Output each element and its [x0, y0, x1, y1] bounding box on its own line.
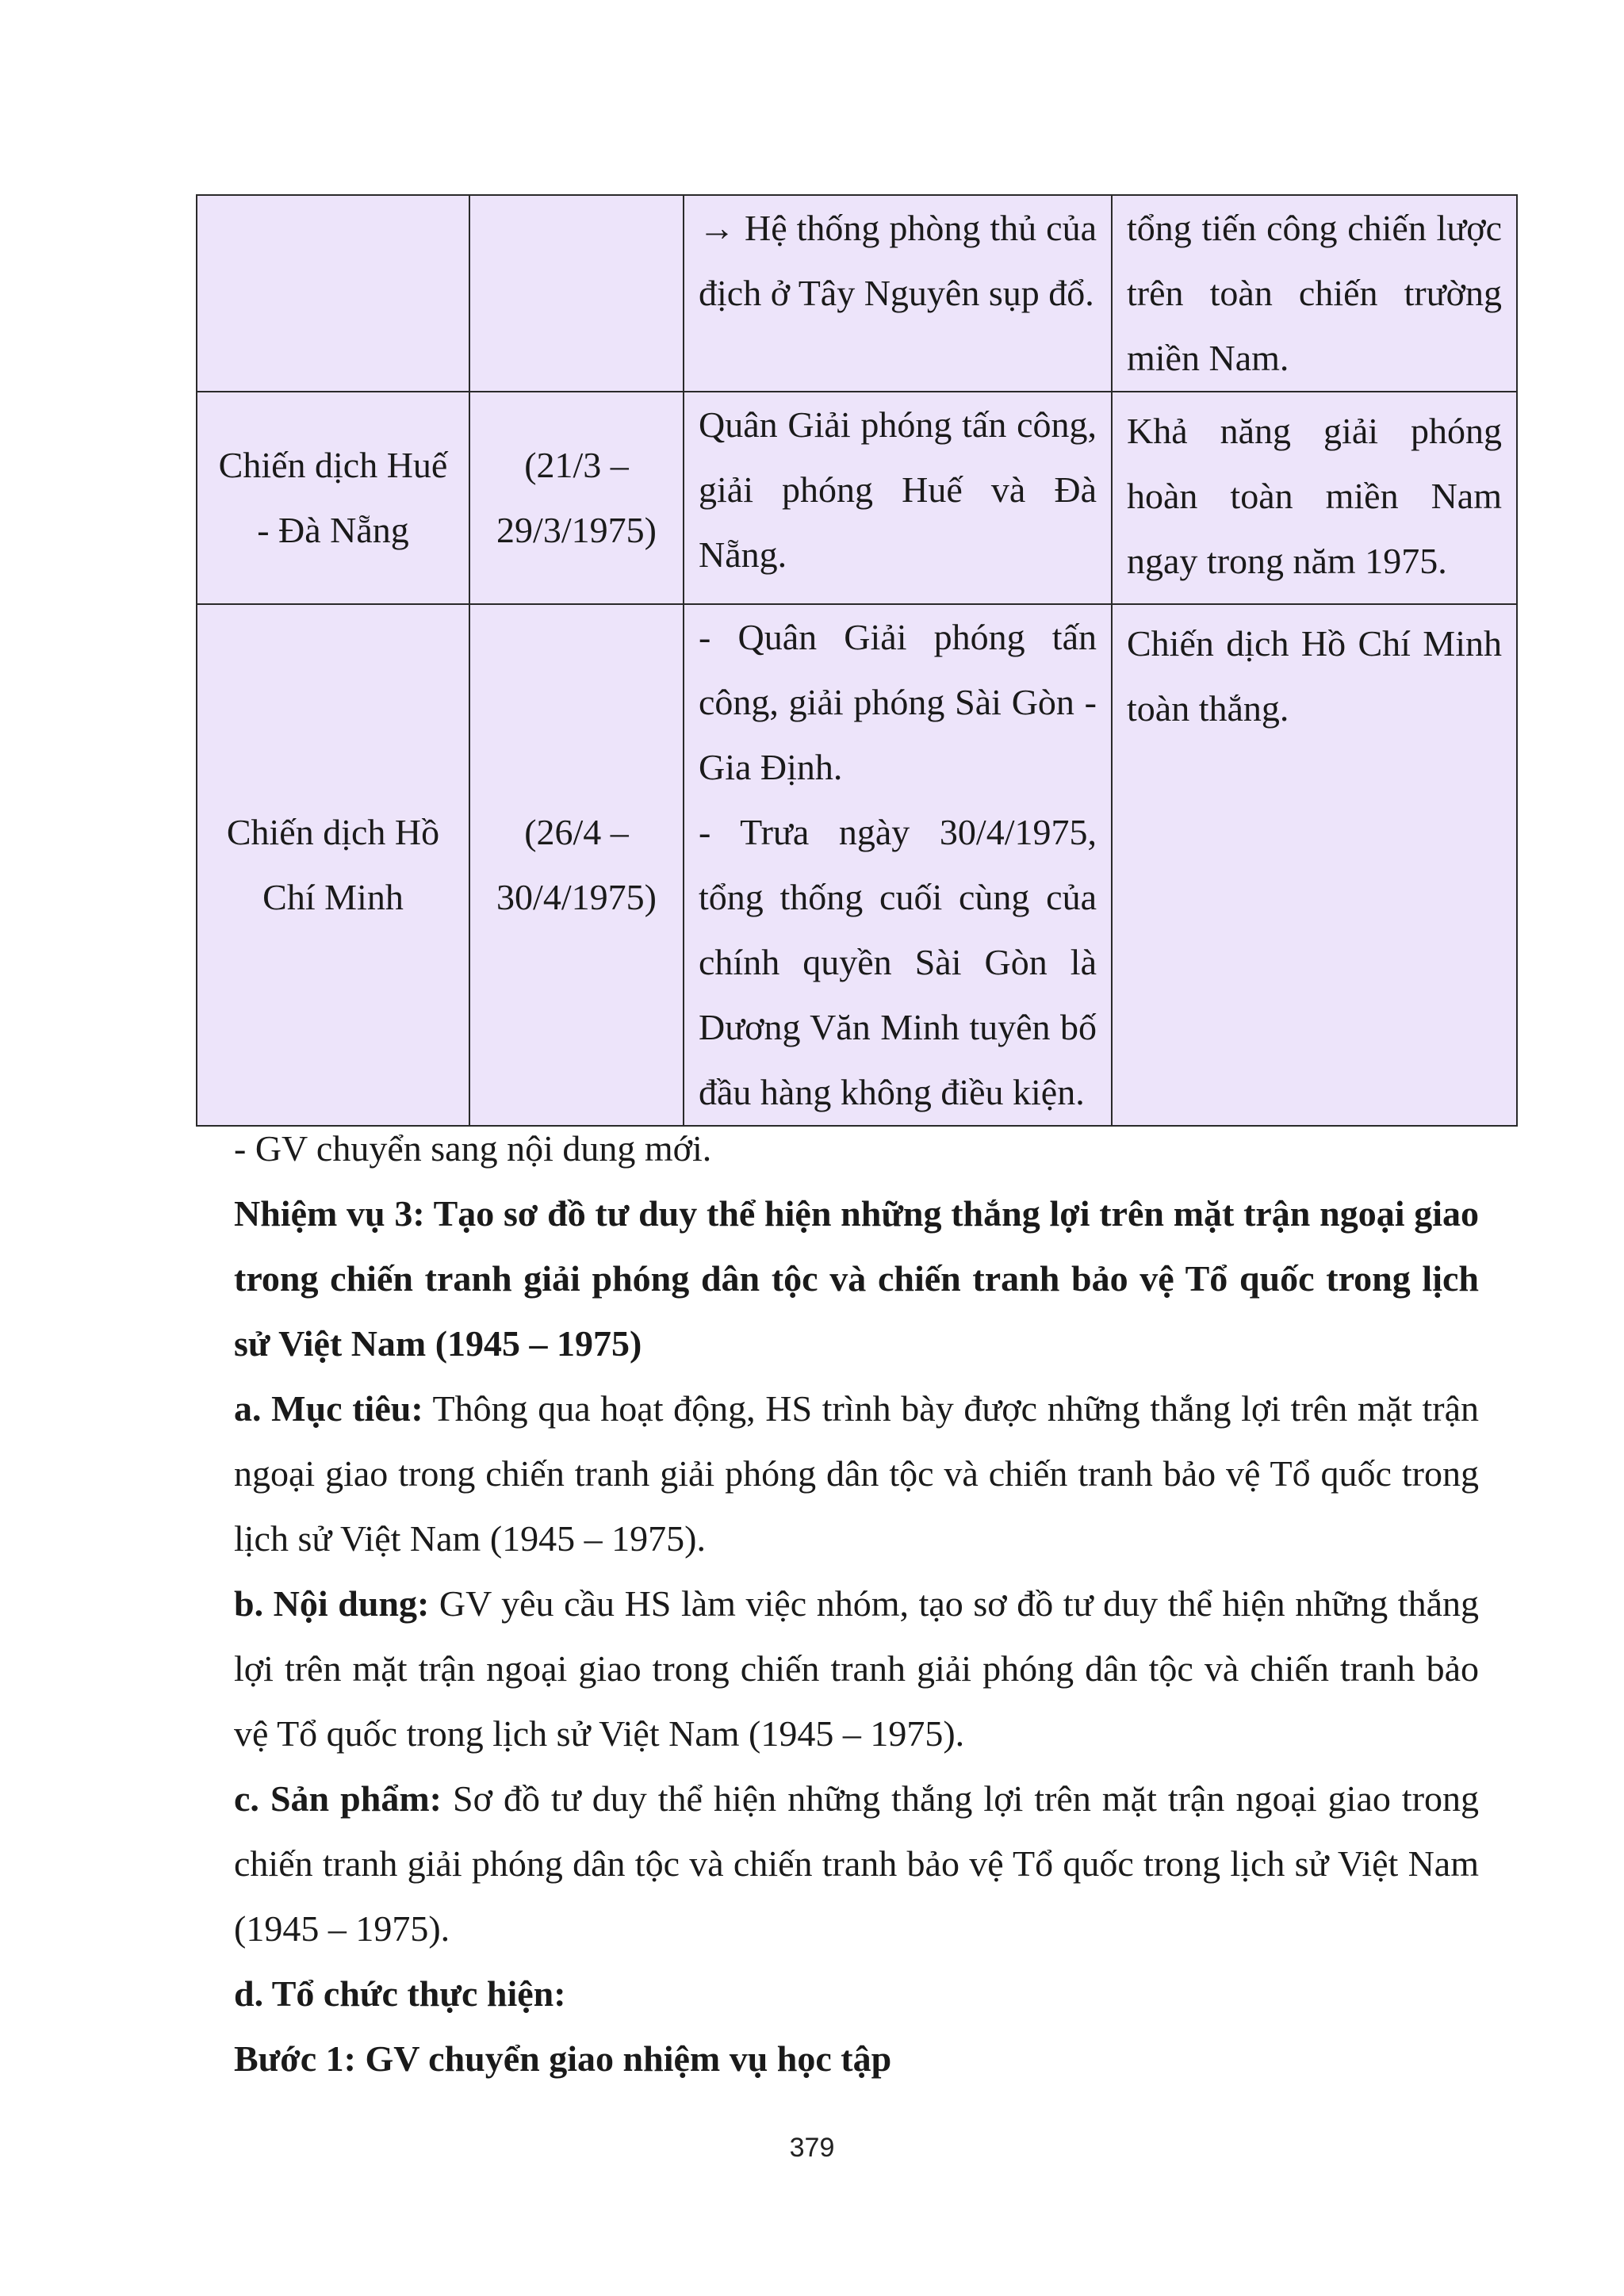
product-paragraph	[234, 1766, 1479, 1961]
campaign-table	[196, 194, 1518, 1127]
page-number: 379	[789, 2133, 835, 2163]
campaign-cell	[197, 195, 469, 392]
content-paragraph	[234, 1571, 1479, 1766]
event-text: → Hệ thống phòng thủ của địch ở Tây Nguyên sụp đổ.	[699, 208, 1097, 313]
objective-paragraph	[234, 1376, 1479, 1571]
product-text: Sơ đồ tư duy thể hiện những thắng lợi trên mặt trận ngoại giao trong chiến tranh giải phóng dân tộc và chiến tranh bảo vệ Tổ quốc trong lịch sử Việt Nam (1945 – 1975).	[234, 1778, 1480, 1949]
event-text: - Quân Giải phóng tấn công, giải phóng Sài Gòn - Gia Định.	[699, 617, 1097, 787]
content-text: GV yêu cầu HS làm việc nhóm, tạo sơ đồ tư duy thể hiện những thắng lợi trên mặt trận ngoại giao trong chiến tranh giải phóng dân tộc và chiến tranh bảo vệ Tổ quốc trong lịch sử Việt Nam (1945 – 1975).	[234, 1583, 1479, 1754]
time-cell: (21/3 – 29/3/1975)	[469, 392, 684, 604]
event-text: Quân Giải phóng tấn công, giải phóng Huế và Đà Nẵng.	[699, 404, 1097, 575]
objective-label: a. Mục tiêu:	[234, 1388, 423, 1429]
body-text	[234, 1116, 1479, 2091]
table-row	[197, 392, 1517, 604]
campaign-table-container	[196, 194, 1516, 1127]
transition-line: - GV chuyển sang nội dung mới.	[234, 1128, 712, 1169]
time-cell: (26/4 – 30/4/1975)	[469, 604, 684, 1126]
task-heading: Nhiệm vụ 3: Tạo sơ đồ tư duy thể hiện những thắng lợi trên mặt trận ngoại giao trong chiến tranh giải phóng dân tộc và chiến tranh bảo vệ Tổ quốc trong lịch sử Việt Nam (1945 – 1975)	[234, 1193, 1479, 1364]
organization-heading: d. Tổ chức thực hiện:	[234, 1973, 566, 2014]
product-label: c. Sản phẩm:	[234, 1778, 442, 1819]
campaign-cell: Chiến dịch Hồ Chí Minh	[197, 604, 469, 1126]
content-label: b. Nội dung:	[234, 1583, 430, 1624]
significance-cell: Khả năng giải phóng hoàn toàn miền Nam ngay trong năm 1975.	[1112, 392, 1517, 604]
step-heading: Bước 1: GV chuyển giao nhiệm vụ học tập	[234, 2038, 892, 2079]
significance-cell: Chiến dịch Hồ Chí Minh toàn thắng.	[1112, 604, 1517, 1126]
events-cell	[684, 604, 1112, 1126]
objective-text: Thông qua hoạt động, HS trình bày được những thắng lợi trên mặt trận ngoại giao trong chiến tranh giải phóng dân tộc và chiến tranh bảo vệ Tổ quốc trong lịch sử Việt Nam (1945 – 1975).	[234, 1388, 1479, 1559]
time-cell	[469, 195, 684, 392]
events-cell	[684, 392, 1112, 604]
table-row	[197, 195, 1517, 392]
campaign-cell: Chiến dịch Huế - Đà Nẵng	[197, 392, 469, 604]
event-text: - Trưa ngày 30/4/1975, tổng thống cuối cùng của chính quyền Sài Gòn là Dương Văn Minh tuyên bố đầu hàng không điều kiện.	[699, 812, 1097, 1112]
significance-cell: tổng tiến công chiến lược trên toàn chiến trường miền Nam.	[1112, 195, 1517, 392]
table-row	[197, 604, 1517, 1126]
events-cell	[684, 195, 1112, 392]
